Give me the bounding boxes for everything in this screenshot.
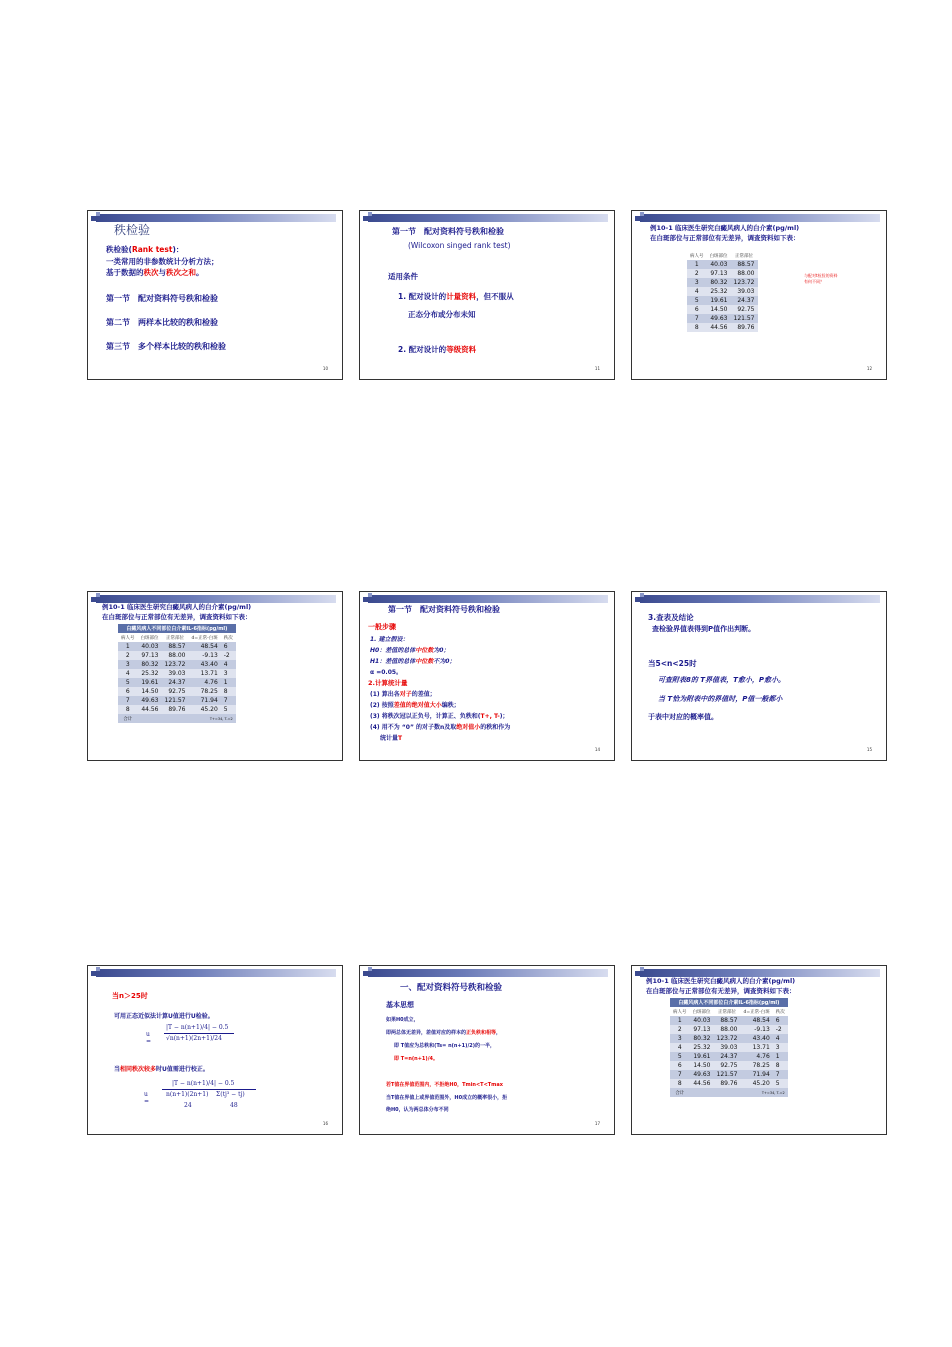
idea-line-1: 如果H0成立， [386, 1017, 419, 1023]
table-row [687, 314, 758, 323]
cell: 5 [118, 678, 138, 687]
steps-heading: 一般步骤 [368, 623, 396, 631]
table-caption [118, 624, 236, 633]
slide-corner-icon [635, 593, 647, 605]
table-row [670, 1079, 788, 1088]
boundary-line-cont: 于表中对应的概率值。 [648, 713, 718, 721]
col-header: 病人号 [690, 253, 704, 259]
cell: 40.03 [138, 642, 162, 651]
table-header [687, 251, 758, 260]
cell: 19.61 [690, 1052, 714, 1061]
cell: 49.63 [138, 696, 162, 705]
cell: 1 [670, 1016, 690, 1025]
caption: 白癜风病人不同部位白介素IL-6指标(pg/ml) [118, 624, 236, 633]
cell: 89.76 [714, 1079, 741, 1088]
text: 基于数据的 [106, 268, 144, 277]
cell: 123.72 [731, 278, 758, 287]
slide-corner-icon [363, 593, 375, 605]
slide-16 [87, 965, 343, 1135]
cell: 3 [221, 669, 236, 678]
cell: 49.63 [690, 1070, 714, 1079]
col-header: 正常部位 [735, 253, 753, 259]
cell: -2 [221, 651, 236, 660]
table-row [118, 651, 236, 660]
cell: 88.00 [162, 651, 189, 660]
definition-line: 一类常用的非参数统计分析方法； [106, 257, 219, 266]
cell: 5 [687, 296, 707, 305]
cell: 121.57 [162, 696, 189, 705]
text: 编秩； [441, 702, 460, 709]
text: )； [499, 713, 509, 720]
text: 即两总体无差异，差值对应的样本的 [386, 1030, 467, 1036]
cell: 7 [687, 314, 707, 323]
cell: 71.94 [189, 696, 221, 705]
col-header: 秩次 [223, 635, 233, 641]
text: 1. 配对设计的 [398, 292, 447, 301]
slide-header-bar [368, 595, 608, 603]
cell: 78.25 [741, 1061, 773, 1070]
note-2: 有何不同？ [804, 279, 824, 284]
cell: 44.56 [138, 705, 162, 714]
slide-title: 第一节 配对资料符号秩和检验 [392, 227, 504, 236]
example-heading-2: 在白斑部位与正常部位有无差异，调查资料如下表： [102, 613, 252, 621]
cell: 97.13 [707, 269, 731, 278]
range-line: 当5<n<25时 [648, 659, 697, 668]
cell: 4 [687, 287, 707, 296]
data-table [670, 998, 788, 1097]
text: 与 [158, 268, 166, 277]
table-row [687, 296, 758, 305]
normal-approx-line: 可用正态近似法计算U值进行U检验。 [114, 1013, 214, 1020]
slide-13 [87, 591, 343, 761]
formula-bar [162, 1089, 256, 1090]
alpha-line: α =0.05。 [370, 669, 403, 676]
cell: 6 [118, 687, 138, 696]
highlight-text: 中位数 [415, 647, 434, 654]
substep-4 [370, 722, 510, 731]
highlight-text: 等级资料 [446, 345, 477, 354]
slide-title: 秩检验 [114, 223, 151, 237]
cell: 7 [670, 1070, 690, 1079]
slide-corner-icon [91, 967, 103, 979]
slide-10 [87, 210, 343, 380]
table-row [118, 705, 236, 714]
table-row [670, 1061, 788, 1070]
text: )： [172, 245, 184, 254]
cell: 1 [687, 260, 707, 269]
idea-line-4: 即 T=n(n+1)/4。 [394, 1056, 439, 1062]
highlight-text: 绝对值小 [456, 724, 481, 731]
col-header: 白斑部位 [709, 253, 728, 259]
cell: 24.37 [731, 296, 758, 305]
table-lookup-line: 可查附表8的 T界值表，T愈小，P愈小。 [658, 676, 785, 684]
cell: 19.61 [707, 296, 731, 305]
substep-4-cont [380, 733, 402, 742]
cell: 4 [670, 1043, 690, 1052]
cell: 80.32 [690, 1034, 714, 1043]
cell: 5 [670, 1052, 690, 1061]
col-header: d=正常-白斑 [191, 635, 218, 641]
substep-1 [370, 689, 436, 698]
section-1: 第一节 配对资料符号秩和检验 [106, 294, 218, 303]
cell: 19.61 [138, 678, 162, 687]
highlight-text: 秩次 [143, 268, 159, 277]
cell: 8 [670, 1079, 690, 1088]
slide-corner-icon [363, 967, 375, 979]
conclusion-heading: 3.查表及结论 [648, 613, 694, 622]
table-row [687, 323, 758, 332]
cell: 5 [221, 705, 236, 714]
slide-header-bar [96, 969, 336, 977]
cell: 45.20 [741, 1079, 773, 1088]
cell: 3 [687, 278, 707, 287]
cell: 49.63 [707, 314, 731, 323]
highlight-text: T+, T- [480, 713, 500, 720]
cell: 合计 [670, 1088, 690, 1097]
table-row [670, 1052, 788, 1061]
col-header: 病人号 [673, 1009, 687, 1015]
cell: 4.76 [741, 1052, 773, 1061]
cell: 24.37 [714, 1052, 741, 1061]
highlight-text: 对子 [399, 691, 412, 698]
table-total-row [670, 1088, 788, 1097]
text: H1：差值的总体 [370, 658, 416, 665]
slide-header-bar [368, 969, 608, 977]
highlight-text: 中位数 [415, 658, 434, 665]
cell: 97.13 [690, 1025, 714, 1034]
substep-2 [370, 700, 460, 709]
example-heading-1: 例10-1 临床医生研究白癜风病人的白介素(pg/ml) [650, 224, 800, 232]
cell: 48.54 [741, 1016, 773, 1025]
page-number: 10 [322, 366, 328, 371]
cell: -9.13 [189, 651, 221, 660]
highlight-text: 正负秩和相等 [466, 1030, 497, 1036]
cell: 39.03 [714, 1043, 741, 1052]
table-header [118, 633, 236, 642]
cell: 25.32 [707, 287, 731, 296]
page-number: 12 [866, 366, 872, 371]
data-table [687, 251, 758, 332]
page-number: 15 [866, 747, 872, 752]
cell: 4.76 [189, 678, 221, 687]
cell: T+=34, T-=2 [741, 1088, 788, 1097]
condition-1 [398, 291, 514, 302]
col-header: 病人号 [121, 635, 135, 641]
rank-test-line [106, 244, 183, 255]
boundary-line: 当 T恰为附表中的界值时，P值一般都小 [658, 695, 783, 703]
slide-corner-icon [635, 212, 647, 224]
cell: 13.71 [741, 1043, 773, 1052]
text: 统计量 [380, 735, 399, 742]
formula-numerator: |T − n(n+1)/4| − 0.5 [172, 1080, 235, 1087]
cell: 2 [118, 651, 138, 660]
col-header: 白斑部位 [692, 1009, 711, 1015]
cell: 45.20 [189, 705, 221, 714]
cell: 4 [221, 660, 236, 669]
page-number: 14 [594, 747, 600, 752]
highlight-text: Rank test [131, 245, 173, 254]
cell: 5 [773, 1079, 788, 1088]
text: (4) 用不为 “0” 的对子数n及取 [370, 724, 457, 731]
cell [162, 714, 189, 723]
table-row [118, 642, 236, 651]
cell: 合计 [118, 714, 138, 723]
formula-numerator: |T − n(n+1)/4| − 0.5 [166, 1024, 229, 1031]
slide-11 [359, 210, 615, 380]
cell: 6 [687, 305, 707, 314]
cell [690, 1088, 714, 1097]
slide-corner-icon [363, 212, 375, 224]
formula-denominator-b: Σ(tj³ − tj) [216, 1091, 245, 1098]
col-header: 正常部位 [166, 635, 184, 641]
slide-title: 第一节 配对资料符号秩和检验 [388, 605, 500, 614]
conditions-heading: 适用条件 [388, 272, 418, 281]
col-header: 秩次 [775, 1009, 785, 1015]
cell: 1 [773, 1052, 788, 1061]
page-number: 16 [322, 1121, 328, 1126]
cell: 121.57 [714, 1070, 741, 1079]
decision-line-1: 若T值在界值范围内，不拒绝H0，Tmin<T<Tmax [386, 1082, 503, 1088]
cell: 48.54 [189, 642, 221, 651]
correction-line [114, 1064, 209, 1073]
text: 。 [196, 268, 204, 277]
decision-line-2: 当T值在界值上或界值范围外，H0成立的概率很小，拒 [386, 1095, 508, 1101]
text: (2) 按照 [370, 702, 394, 709]
cell: T+=34, T-=2 [189, 714, 236, 723]
table-row [118, 660, 236, 669]
table-row [687, 287, 758, 296]
table-row [118, 687, 236, 696]
idea-line-2 [386, 1029, 501, 1036]
table-row [118, 669, 236, 678]
highlight-text: T [398, 735, 403, 742]
cell: 43.40 [189, 660, 221, 669]
cell: 123.72 [714, 1034, 741, 1043]
cell: 88.57 [162, 642, 189, 651]
highlight-text: 计量资料 [446, 292, 477, 301]
example-heading-2: 在白斑部位与正常部位有无差异，调查资料如下表： [650, 234, 800, 242]
cell: 8 [221, 687, 236, 696]
cell: 71.94 [741, 1070, 773, 1079]
table-row [687, 278, 758, 287]
h1-line [370, 656, 455, 665]
cell: 43.40 [741, 1034, 773, 1043]
table-row [670, 1016, 788, 1025]
slide-17 [359, 965, 615, 1135]
cell [138, 714, 162, 723]
slide-header-bar [640, 595, 880, 603]
basis-line [106, 267, 204, 278]
text: 2. 配对设计的 [398, 345, 447, 354]
section-2: 第二节 两样本比较的秩和检验 [106, 318, 218, 327]
cell: 1 [118, 642, 138, 651]
caption: 白癜风病人不同部位白介素IL-6指标(pg/ml) [670, 998, 788, 1007]
cell: 44.56 [690, 1079, 714, 1088]
slide-18 [631, 965, 887, 1135]
cell: -9.13 [741, 1025, 773, 1034]
table-header [670, 1007, 788, 1016]
cell: 92.75 [162, 687, 189, 696]
table-row [670, 1043, 788, 1052]
text: (1) 算出各 [370, 691, 400, 698]
slide-subtitle: (Wilcoxon singed rank test) [408, 241, 511, 250]
text: ，但不服从 [476, 292, 514, 301]
table-row [118, 678, 236, 687]
step-2: 2.计算统计量 [368, 679, 408, 687]
cell: 92.75 [714, 1061, 741, 1070]
cell: 7 [118, 696, 138, 705]
basic-idea-heading: 基本思想 [386, 1001, 414, 1009]
cell [714, 1088, 741, 1097]
cell: 1 [221, 678, 236, 687]
table-total-row [118, 714, 236, 723]
text: H0：差值的总体 [370, 647, 416, 654]
u-label: u = [146, 1031, 152, 1045]
cell: 3 [118, 660, 138, 669]
example-heading-1: 例10-1 临床医生研究白癜风病人的白介素(pg/ml) [646, 977, 796, 985]
cell: 39.03 [162, 669, 189, 678]
highlight-text: 差值的绝对值大小 [393, 702, 442, 709]
cell: 40.03 [690, 1016, 714, 1025]
table-row [670, 1070, 788, 1079]
text: 时U值需进行校正。 [156, 1066, 209, 1073]
cell: 88.57 [714, 1016, 741, 1025]
section-3: 第三节 多个样本比较的秩和检验 [106, 342, 226, 351]
h0-line [370, 645, 449, 654]
cell: 3 [670, 1034, 690, 1043]
cell: 8 [118, 705, 138, 714]
cell: 92.75 [731, 305, 758, 314]
table-row [687, 305, 758, 314]
cell: 24.37 [162, 678, 189, 687]
large-n-heading: 当n＞25时 [112, 992, 148, 1000]
page-number: 17 [594, 1121, 600, 1126]
cell: 2 [687, 269, 707, 278]
cell: 3 [773, 1043, 788, 1052]
cell: 13.71 [189, 669, 221, 678]
note-1: 与配对t检验的资料 [804, 273, 838, 278]
formula-divisor-2: 48 [230, 1102, 238, 1109]
cell: 40.03 [707, 260, 731, 269]
table-row [670, 1034, 788, 1043]
cell: 44.56 [707, 323, 731, 332]
formula-bar [164, 1033, 234, 1034]
cell: 88.00 [731, 269, 758, 278]
cell: 14.50 [690, 1061, 714, 1070]
condition-2 [398, 344, 476, 355]
highlight-text: 相同秩次较多 [120, 1066, 157, 1073]
cell: 123.72 [162, 660, 189, 669]
cell: 2 [670, 1025, 690, 1034]
example-heading-1: 例10-1 临床医生研究白癜风病人的白介素(pg/ml) [102, 603, 252, 611]
cell: 8 [773, 1061, 788, 1070]
cell: 78.25 [189, 687, 221, 696]
formula-denominator: √n(n+1)(2n+1)/24 [166, 1035, 222, 1042]
table-row [118, 696, 236, 705]
cell: 89.76 [162, 705, 189, 714]
cell: 7 [221, 696, 236, 705]
cell: 25.32 [690, 1043, 714, 1052]
col-header: 正常部位 [718, 1009, 736, 1015]
cell: 6 [670, 1061, 690, 1070]
highlight-text: 秩次之和 [166, 268, 196, 277]
data-table [118, 624, 236, 723]
cell: 14.50 [707, 305, 731, 314]
cell: 88.00 [714, 1025, 741, 1034]
idea-line-3: 即 T值应为总秩和(Ts= n(n+1)/2)的一半， [394, 1043, 496, 1049]
cell: 121.57 [731, 314, 758, 323]
u-label: u = [144, 1091, 150, 1105]
cell: 4 [773, 1034, 788, 1043]
cell: 14.50 [138, 687, 162, 696]
cell: 25.32 [138, 669, 162, 678]
col-header: d=正常-白斑 [743, 1009, 770, 1015]
substep-3 [370, 711, 508, 720]
step-1: 1. 建立假设： [370, 636, 409, 643]
cell: 89.76 [731, 323, 758, 332]
cell: 6 [221, 642, 236, 651]
cell: 7 [773, 1070, 788, 1079]
table-row [687, 260, 758, 269]
col-header: 白斑部位 [140, 635, 159, 641]
text: 不为0； [433, 658, 456, 665]
cell: 97.13 [138, 651, 162, 660]
cell: 6 [773, 1016, 788, 1025]
cell: 39.03 [731, 287, 758, 296]
slide-title: 一、配对资料符号秩和检验 [400, 983, 503, 993]
table-caption [670, 998, 788, 1007]
table-row [687, 269, 758, 278]
table-row [670, 1025, 788, 1034]
text: (3) 将秩次冠以正负号，计算正、负秩和( [370, 713, 481, 720]
slide-corner-icon [91, 212, 103, 224]
formula-denominator-a: n(n+1)(2n+1) [166, 1091, 209, 1098]
formula-divisor-1: 24 [184, 1102, 192, 1109]
slide-header-bar [368, 214, 608, 222]
text: 的差值； [411, 691, 436, 698]
example-heading-2: 在白斑部位与正常部位有无差异，调查资料如下表： [646, 987, 796, 995]
page-number: 11 [594, 366, 600, 371]
text: 的秩和作为 [480, 724, 511, 731]
cell: -2 [773, 1025, 788, 1034]
condition-1-cont: 正态分布或分布未知 [408, 310, 476, 319]
text: 为0； [433, 647, 450, 654]
cell: 8 [687, 323, 707, 332]
slide-header-bar [640, 214, 880, 222]
cell: 4 [118, 669, 138, 678]
slide-15 [631, 591, 887, 761]
cell: 80.32 [138, 660, 162, 669]
text: 当 [114, 1066, 121, 1073]
text: ， [496, 1030, 502, 1036]
text: 秩检验( [106, 245, 132, 254]
conclusion-line: 查检验界值表得到P值作出判断。 [652, 625, 756, 633]
cell: 88.57 [731, 260, 758, 269]
slide-14 [359, 591, 615, 761]
slide-12 [631, 210, 887, 380]
cell: 80.32 [707, 278, 731, 287]
decision-line-3: 绝H0，认为两总体分布不同 [386, 1107, 449, 1113]
